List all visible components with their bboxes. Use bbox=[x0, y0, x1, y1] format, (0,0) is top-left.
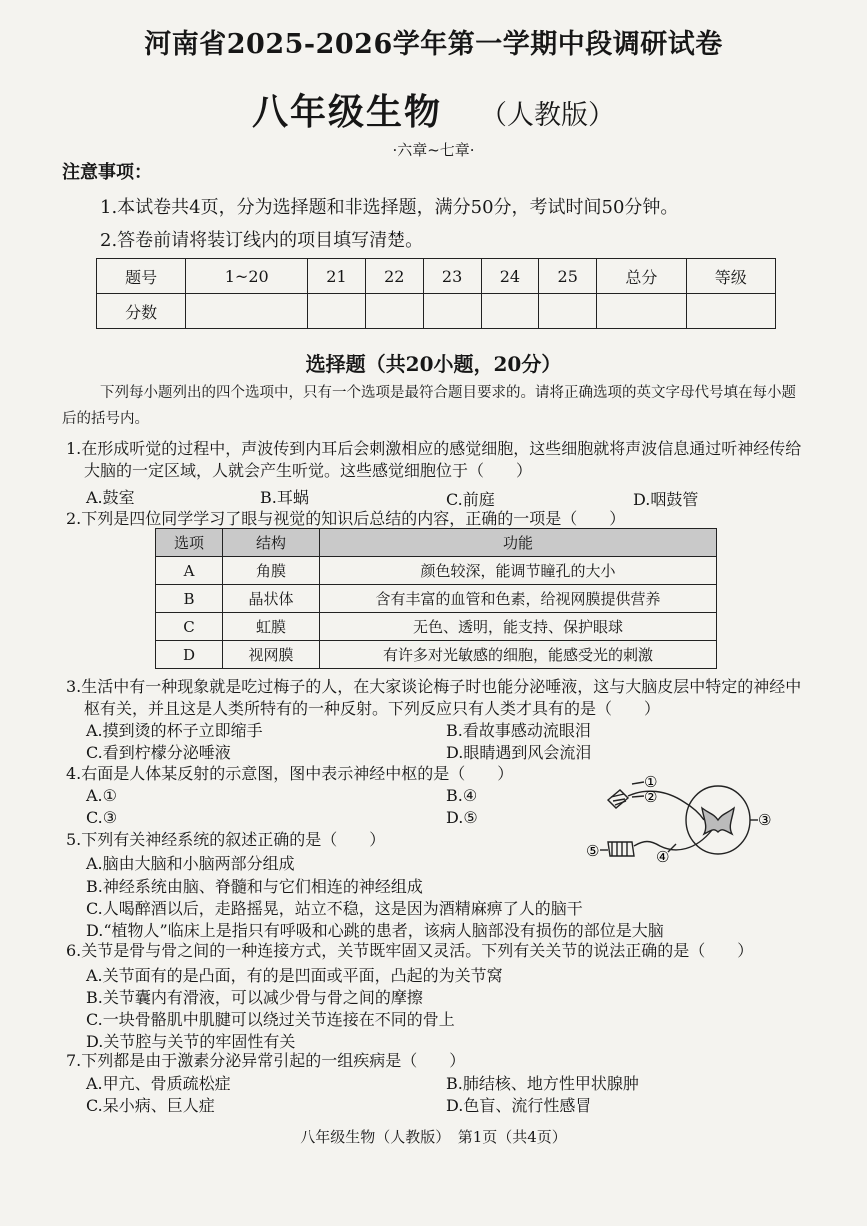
reflex-arc-diagram bbox=[586, 770, 776, 870]
question-6 bbox=[66, 940, 806, 962]
eye-table-header bbox=[156, 529, 717, 557]
eye-table-cell: D bbox=[156, 641, 223, 669]
eye-table-row bbox=[156, 641, 717, 669]
reflex-arc-figure bbox=[586, 770, 776, 870]
label-5: ⑤ bbox=[586, 842, 600, 860]
eye-structure-table bbox=[155, 528, 717, 669]
eye-table-cell: 有许多对光敏感的细胞，能感受光的刺激 bbox=[320, 641, 717, 669]
option-c: C.③ bbox=[86, 808, 118, 827]
question-4 bbox=[66, 763, 586, 785]
score-blank-cell bbox=[481, 294, 539, 329]
question-stem: 1.在形成听觉的过程中，声波传到内耳后会刺激相应的感觉细胞，这些细胞就将声波信息通过听神经传给大脑的一定区域，人就会产生听觉。这些感觉细胞位于（ ） bbox=[66, 439, 802, 480]
score-blank-cell bbox=[308, 294, 366, 329]
option-c: C.呆小病、巨人症 bbox=[86, 1096, 215, 1115]
question-stem: 7.下列都是由于激素分泌异常引起的一组疾病是（ ） bbox=[66, 1051, 466, 1070]
question-stem: 5.下列有关神经系统的叙述正确的是（ ） bbox=[66, 830, 386, 849]
label-3: ③ bbox=[758, 811, 772, 829]
option-a: A.① bbox=[86, 786, 117, 805]
question-1 bbox=[66, 438, 806, 482]
score-table bbox=[96, 258, 776, 329]
option-a: A.摸到烫的杯子立即缩手 bbox=[86, 721, 263, 740]
score-blank-cell bbox=[539, 294, 597, 329]
option-b: B.肺结核、地方性甲状腺肿 bbox=[446, 1074, 639, 1093]
score-cell: 21 bbox=[308, 259, 366, 294]
score-cell: 22 bbox=[365, 259, 423, 294]
eye-table-cell: B bbox=[156, 585, 223, 613]
option-d: D.眼睛遇到风会流泪 bbox=[446, 743, 592, 762]
eye-table-cell: 视网膜 bbox=[223, 641, 320, 669]
score-blank-cell bbox=[597, 294, 686, 329]
option-c: C.前庭 bbox=[446, 490, 495, 509]
score-blank-cell bbox=[423, 294, 481, 329]
score-cell: 25 bbox=[539, 259, 597, 294]
option-d: D.⑤ bbox=[446, 808, 478, 827]
score-blank-cell bbox=[686, 294, 775, 329]
question-2 bbox=[66, 508, 806, 530]
label-2: ② bbox=[644, 788, 658, 806]
question-stem: 2.下列是四位同学学习了眼与视觉的知识后总结的内容，正确的一项是（ ） bbox=[66, 509, 626, 528]
question-stem: 4.右面是人体某反射的示意图，图中表示神经中枢的是（ ） bbox=[66, 764, 514, 783]
eye-table-cell: 无色、透明，能支持、保护眼球 bbox=[320, 613, 717, 641]
section-instruction: 下列每小题列出的四个选项中，只有一个选项是最符合题目要求的。请将正确选项的英文字母代号填在每小题后的括号内。 bbox=[62, 385, 796, 427]
question-3 bbox=[66, 676, 806, 720]
question-stem: 3.生活中有一种现象就是吃过梅子的人，在大家谈论梅子时也能分泌唾液，这与大脑皮层中特定的神经中枢有关，并且这是人类所特有的一种反射。下列反应只有人类才具有的是（ ） bbox=[66, 677, 802, 718]
option-a: A.鼓室 bbox=[86, 488, 135, 507]
score-cell: 23 bbox=[423, 259, 481, 294]
eye-table-row bbox=[156, 557, 717, 585]
label-1: ① bbox=[644, 773, 658, 791]
option-b: B.关节囊内有滑液，可以减少骨与骨之间的摩擦 bbox=[86, 988, 423, 1007]
option-a: A.关节面有的是凸面，有的是凹面或平面，凸起的为关节窝 bbox=[86, 966, 503, 985]
option-c: C.看到柠檬分泌唾液 bbox=[86, 743, 231, 762]
question-7 bbox=[66, 1050, 806, 1072]
score-cell: 分数 bbox=[97, 294, 186, 329]
exam-title: 河南省2025-2026学年第一学期中段调研试卷 bbox=[144, 29, 723, 60]
subject-line bbox=[0, 84, 867, 135]
notice-item: 1.本试卷共4页，分为选择题和非选择题，满分50分，考试时间50分钟。 bbox=[100, 197, 679, 218]
score-cell: 24 bbox=[481, 259, 539, 294]
edition-label: （人教版） bbox=[480, 100, 615, 131]
eye-table-row bbox=[156, 585, 717, 613]
question-stem: 6.关节是骨与骨之间的一种连接方式，关节既牢固又灵活。下列有关关节的说法正确的是（ ） bbox=[66, 941, 754, 960]
score-table-header-row bbox=[97, 259, 776, 294]
eye-table-cell: 虹膜 bbox=[223, 613, 320, 641]
option-c: C.一块骨骼肌中肌腱可以绕过关节连接在不同的骨上 bbox=[86, 1010, 455, 1029]
option-b: B.神经系统由脑、脊髓和与它们相连的神经组成 bbox=[86, 877, 423, 896]
option-b: B.④ bbox=[446, 786, 478, 805]
eye-table-header-cell: 结构 bbox=[223, 529, 320, 557]
question-5 bbox=[66, 829, 586, 851]
option-d: D.“植物人”临床上是指只有呼吸和心跳的患者，该病人脑部没有损伤的部位是大脑 bbox=[86, 921, 664, 940]
notice-heading: 注意事项： bbox=[62, 162, 152, 183]
score-cell: 1~20 bbox=[186, 259, 308, 294]
score-cell: 题号 bbox=[97, 259, 186, 294]
eye-table-cell: A bbox=[156, 557, 223, 585]
option-d: D.咽鼓管 bbox=[633, 490, 699, 509]
option-c: C.人喝醉酒以后，走路摇晃，站立不稳，这是因为酒精麻痹了人的脑干 bbox=[86, 899, 583, 918]
option-a: A.脑由大脑和小脑两部分组成 bbox=[86, 854, 295, 873]
score-table-value-row bbox=[97, 294, 776, 329]
score-blank-cell bbox=[365, 294, 423, 329]
score-blank-cell bbox=[186, 294, 308, 329]
subject-title: 八年级生物 bbox=[251, 91, 442, 133]
page-footer: 八年级生物（人教版） 第1页（共4页） bbox=[300, 1128, 567, 1146]
eye-table-row bbox=[156, 613, 717, 641]
option-b: B.看故事感动流眼泪 bbox=[446, 721, 591, 740]
section-title: 选择题（共20小题，20分） bbox=[305, 352, 562, 376]
eye-table-cell: 晶状体 bbox=[223, 585, 320, 613]
eye-table-header-cell: 选项 bbox=[156, 529, 223, 557]
label-4: ④ bbox=[656, 848, 670, 866]
option-b: B.耳蜗 bbox=[260, 488, 309, 507]
notice-item: 2.答卷前请将装订线内的项目填写清楚。 bbox=[100, 230, 424, 251]
eye-table-cell: 含有丰富的血管和色素，给视网膜提供营养 bbox=[320, 585, 717, 613]
option-d: D.色盲、流行性感冒 bbox=[446, 1096, 592, 1115]
eye-table-cell: C bbox=[156, 613, 223, 641]
eye-table-cell: 颜色较深，能调节瞳孔的大小 bbox=[320, 557, 717, 585]
eye-table-cell: 角膜 bbox=[223, 557, 320, 585]
score-cell: 等级 bbox=[686, 259, 775, 294]
eye-table-header-cell: 功能 bbox=[320, 529, 717, 557]
option-d: D.关节腔与关节的牢固性有关 bbox=[86, 1032, 296, 1051]
score-cell: 总分 bbox=[597, 259, 686, 294]
chapter-range: ·六章~七章· bbox=[392, 141, 475, 159]
option-a: A.甲亢、骨质疏松症 bbox=[86, 1074, 231, 1093]
